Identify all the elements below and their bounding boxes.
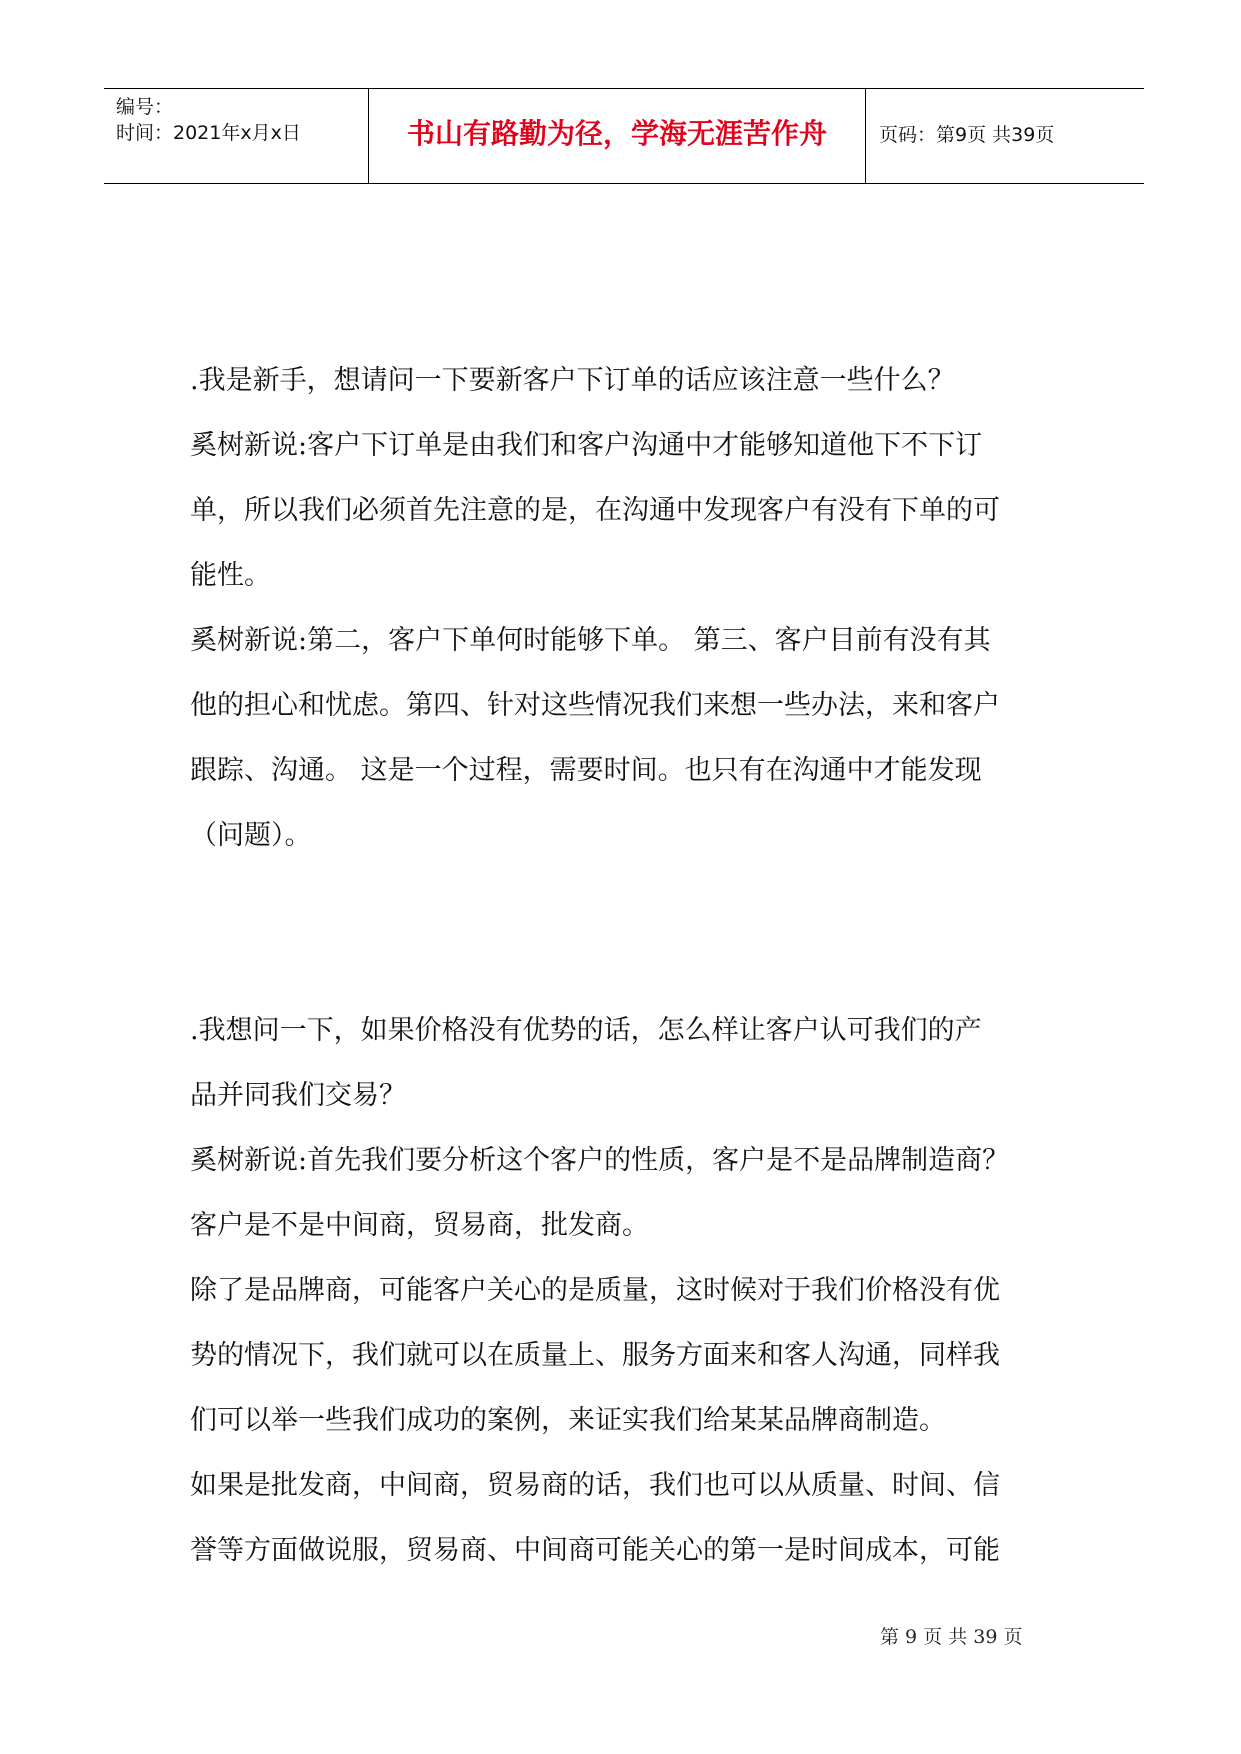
text-line: 奚树新说:首先我们要分析这个客户的性质，客户是不是品牌制造商？ [190, 1145, 1010, 1176]
page-footer: 第 9 页 共 39 页 [880, 1626, 1023, 1648]
document-body [190, 348, 1090, 1583]
text-line: 品并同我们交易？ [190, 1080, 406, 1111]
header-motto-cell [369, 89, 866, 183]
text-line: 除了是品牌商，可能客户关心的是质量，这时候对于我们价格没有优 [190, 1275, 1000, 1306]
text-line: 他的担心和忧虑。第四、针对这些情况我们来想一些办法，来和客户 [190, 690, 1000, 721]
motto-text: 书山有路勤为径，学海无涯苦作舟 [406, 117, 827, 150]
text-line: （问题）。 [190, 820, 312, 851]
number-label: 编号： [116, 96, 174, 118]
page-header [104, 88, 1144, 184]
text-line: 如果是批发商，中间商，贸易商的话，我们也可以从质量、时间、信 [190, 1470, 1000, 1501]
text-line: 客户是不是中间商，贸易商，批发商。 [190, 1210, 649, 1241]
text-line: 们可以举一些我们成功的案例，来证实我们给某某品牌商制造。 [190, 1405, 946, 1436]
page-code: 页码：第9页 共39页 [879, 124, 1055, 146]
text-line: 单，所以我们必须首先注意的是，在沟通中发现客户有没有下单的可 [190, 495, 1000, 526]
text-line: .我想问一下，如果价格没有优势的话，怎么样让客户认可我们的产 [190, 1015, 982, 1046]
text-line: .我是新手，想请问一下要新客户下订单的话应该注意一些什么？ [190, 365, 955, 396]
text-line: 势的情况下，我们就可以在质量上、服务方面来和客人沟通，同样我 [190, 1340, 1000, 1371]
header-page-cell [867, 89, 1143, 183]
text-line: 奚树新说:第二，客户下单何时能够下单。 第三、客户目前有没有其 [190, 625, 991, 656]
text-line: 奚树新说:客户下订单是由我们和客户沟通中才能够知道他下不下订 [190, 430, 983, 461]
time-label: 时间：2021年x月x日 [116, 122, 301, 144]
header-info-cell [104, 89, 369, 183]
paragraph-gap [190, 868, 1090, 998]
text-line: 跟踪、沟通。 这是一个过程，需要时间。也只有在沟通中才能发现 [190, 755, 982, 786]
text-line: 誉等方面做说服，贸易商、中间商可能关心的第一是时间成本，可能 [190, 1535, 1000, 1566]
text-line: 能性。 [190, 560, 271, 591]
